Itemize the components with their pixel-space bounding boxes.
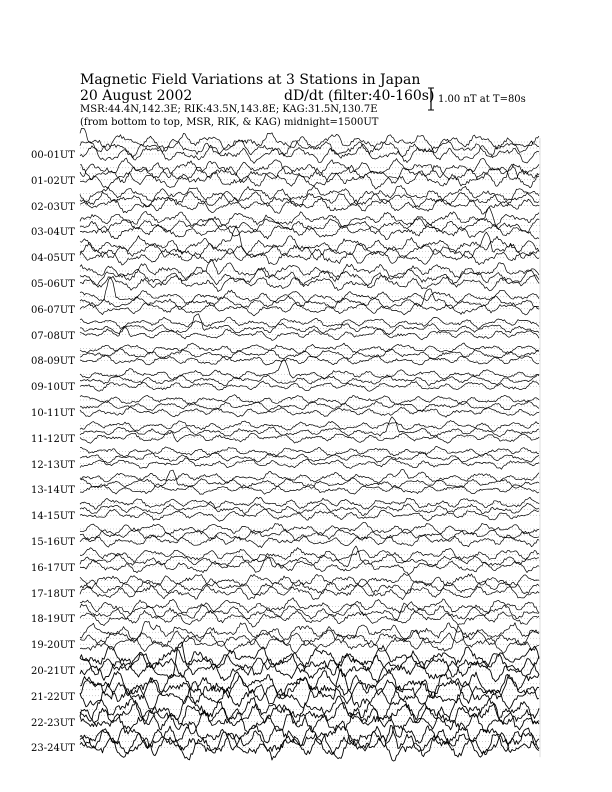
trace-rik-row-20 — [80, 652, 539, 677]
row-label-8: 08-09UT — [31, 356, 75, 368]
trace-msr-row-5 — [80, 275, 539, 291]
row-label-1: 01-02UT — [31, 175, 75, 187]
row-label-11: 11-12UT — [31, 433, 75, 445]
trace-msr-row-13 — [80, 484, 539, 494]
row-label-9: 09-10UT — [31, 382, 75, 394]
row-label-15: 15-16UT — [31, 537, 75, 548]
row-label-10: 10-11UT — [31, 408, 75, 419]
trace-rik-row-0 — [80, 128, 539, 158]
row-label-18: 18-19UT — [31, 614, 75, 626]
trace-rik-row-10 — [80, 401, 539, 411]
filter-label: dD/dt (filter:40-160s) — [284, 88, 435, 104]
row-label-20: 20-21UT — [31, 666, 75, 677]
trace-rik-row-16 — [80, 546, 539, 568]
trace-kag-row-3 — [80, 211, 539, 226]
trace-msr-row-8 — [80, 355, 539, 365]
order-note: (from bottom to top, MSR, RIK, & KAG) midnight=1500UT — [80, 117, 379, 128]
row-label-6: 06-07UT — [31, 304, 75, 316]
row-label-22: 22-23UT — [31, 717, 75, 729]
row-label-23: 23-24UT — [31, 743, 75, 755]
stations-label: MSR:44.4N,142.3E; RIK:43.5N,143.8E; KAG:31.5N,130.7E — [80, 104, 378, 115]
row-label-19: 19-20UT — [31, 640, 75, 652]
row-label-4: 04-05UT — [31, 253, 75, 265]
trace-msr-row-18 — [80, 610, 539, 627]
trace-rik-row-11 — [80, 417, 539, 437]
row-label-13: 13-14UT — [31, 485, 75, 497]
scale-label: 1.00 nT at T=80s — [438, 94, 526, 105]
trace-msr-row-16 — [80, 556, 539, 575]
trace-kag-row-19 — [80, 621, 539, 642]
row-label-16: 16-17UT — [31, 562, 75, 574]
trace-rik-row-19 — [80, 630, 539, 647]
trace-kag-row-9 — [80, 360, 539, 380]
trace-rik-row-3 — [80, 207, 539, 233]
row-label-7: 07-08UT — [31, 330, 75, 342]
row-label-17: 17-18UT — [31, 588, 75, 600]
chart-title: Magnetic Field Variations at 3 Stations in Japan — [80, 72, 421, 88]
row-label-3: 03-04UT — [31, 227, 75, 239]
row-label-14: 14-15UT — [31, 511, 75, 523]
scale-bar-icon — [428, 88, 434, 110]
row-label-0: 00-01UT — [31, 150, 75, 161]
row-label-21: 21-22UT — [31, 691, 75, 703]
chart-date: 20 August 2002 — [80, 88, 193, 104]
row-label-2: 02-03UT — [31, 201, 75, 213]
trace-kag-row-18 — [80, 598, 539, 614]
trace-msr-row-11 — [80, 430, 539, 443]
row-label-5: 05-06UT — [31, 279, 75, 290]
row-label-12: 12-13UT — [31, 459, 75, 471]
trace-rik-row-18 — [80, 603, 539, 621]
